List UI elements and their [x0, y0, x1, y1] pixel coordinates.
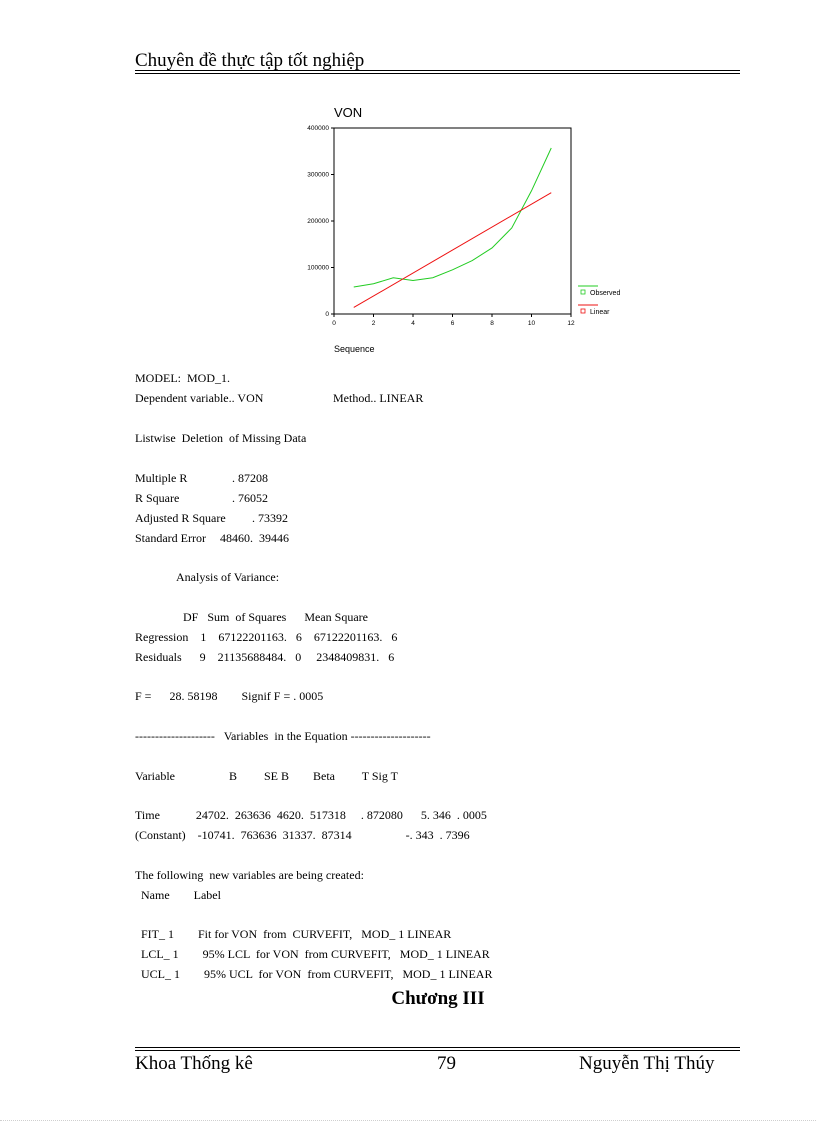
x-tick-label: 10 — [527, 320, 536, 327]
plot-frame — [334, 128, 571, 314]
stat-value: . 73392 — [252, 511, 288, 525]
stat-value: . 87208 — [232, 471, 268, 485]
stat-value: 48460. 39446 — [220, 531, 289, 545]
method-label: Method.. LINEAR — [333, 391, 424, 405]
lcl-row: LCL_ 1 95% LCL for VON from CURVEFIT, MOD_ 1 LINEAR — [135, 947, 490, 961]
legend-marker — [581, 309, 585, 313]
legend-label: Observed — [590, 290, 621, 297]
chart-title: VON — [334, 105, 363, 120]
header-rule-double — [135, 73, 740, 74]
page-number: 79 — [437, 1053, 456, 1074]
y-axis — [307, 125, 334, 318]
y-tick-label: 200000 — [307, 218, 329, 225]
chapter-heading: Chương III — [391, 988, 485, 1009]
y-tick-label: 400000 — [307, 125, 329, 132]
listwise-line: Listwise Deletion of Missing Data — [135, 431, 307, 445]
f-statistic-line: F = 28. 58198 Signif F = . 0005 — [135, 689, 324, 703]
legend-marker — [581, 290, 585, 294]
x-tick-label: 4 — [411, 320, 415, 327]
stat-label: R Square — [135, 491, 180, 505]
y-tick-label: 300000 — [307, 171, 329, 179]
name-label-header: Name Label — [135, 888, 221, 902]
model-line: MODEL: MOD_1. — [135, 371, 230, 385]
y-tick-label: 0 — [325, 311, 329, 318]
series-group — [354, 148, 552, 307]
x-tick-label: 6 — [450, 320, 455, 327]
legend — [578, 286, 620, 316]
new-variables-line: The following new variables are being created: — [135, 868, 364, 882]
footer-rule-double — [135, 1050, 740, 1051]
x-tick-label: 12 — [567, 320, 575, 327]
line-chart — [300, 100, 640, 360]
anova-title: Analysis of Variance: — [176, 570, 280, 584]
variables-header: Variable B SE B Beta T Sig T — [135, 769, 398, 783]
header-rule — [135, 70, 740, 71]
regression-row: Regression 1 67122201163. 6 67122201163. 6 — [135, 630, 398, 644]
time-row: Time 24702. 263636 4620. 517318 . 872080 5. 346 . 0005 — [135, 808, 487, 822]
stat-value: . 76052 — [232, 491, 268, 505]
anova-header: DF Sum of Squares Mean Square — [183, 610, 368, 624]
fit-row: FIT_ 1 Fit for VON from CURVEFIT, MOD_ 1 LINEAR — [135, 927, 452, 941]
page-bottom-edge — [0, 1120, 816, 1121]
dependent-variable: Dependent variable.. VON — [135, 391, 264, 405]
variables-title: -------------------- Variables in the Equation -------------------- — [135, 729, 431, 743]
stat-label: Multiple R — [135, 471, 188, 485]
footer-rule — [135, 1047, 740, 1048]
residuals-row: Residuals 9 21135688484. 0 2348409831. 6 — [135, 650, 395, 664]
ucl-row: UCL_ 1 95% UCL for VON from CURVEFIT, MOD_ 1 LINEAR — [135, 967, 493, 981]
footer-department: Khoa Thống kê — [135, 1053, 253, 1074]
x-axis — [332, 314, 575, 327]
x-tick-label: 0 — [332, 320, 336, 327]
series-line-linear — [354, 193, 552, 308]
x-tick-label: 8 — [490, 320, 494, 327]
stat-label: Adjusted R Square — [135, 511, 226, 525]
constant-row: (Constant) -10741. 763636 31337. 87314 -. 343 . 7396 — [135, 828, 470, 842]
x-axis-label: Sequence — [334, 344, 375, 354]
stat-label: Standard Error — [135, 531, 206, 545]
x-tick-label: 2 — [371, 320, 376, 327]
y-tick-label: 100000 — [307, 264, 329, 272]
legend-label: Linear — [590, 309, 610, 316]
page-header-title: Chuyên đề thực tập tốt nghiệp — [135, 50, 365, 71]
footer-author: Nguyễn Thị Thúy — [579, 1053, 715, 1074]
series-line-observed — [354, 148, 552, 287]
